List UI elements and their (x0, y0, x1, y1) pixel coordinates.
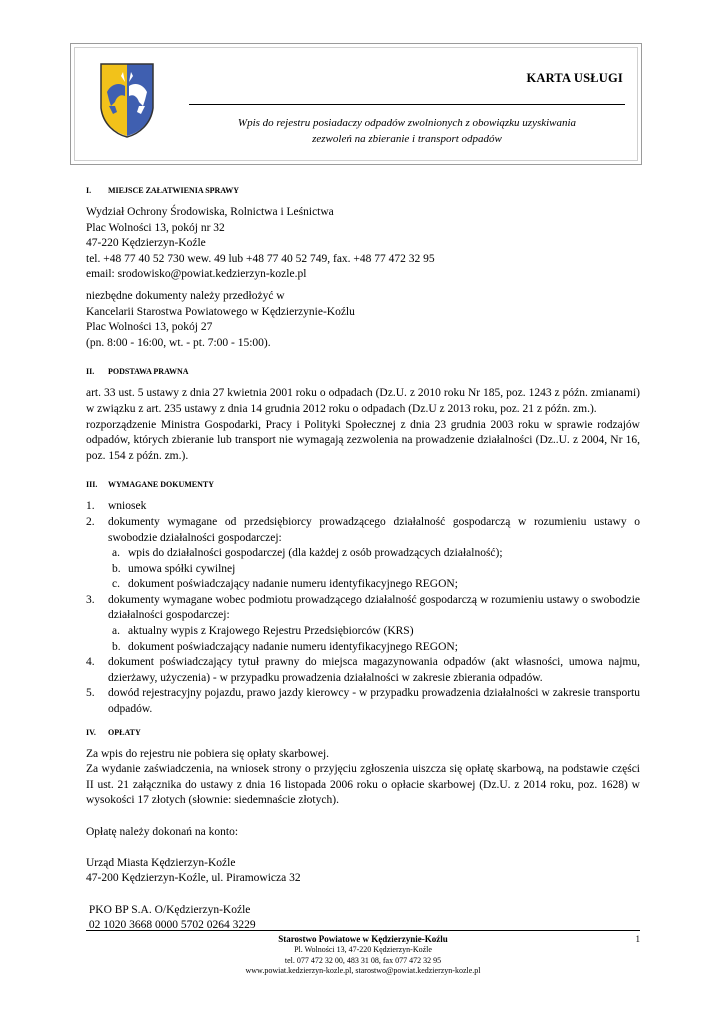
sub-list (108, 624, 640, 655)
document-content (86, 186, 640, 934)
section-title: OPŁATY (108, 727, 141, 737)
coat-of-arms-icon (99, 62, 155, 138)
list-text: dokument poświadczający tytuł prawny do miejsca magazynowania odpadów (akt własności, umowa najmu, dzierżawy, użyczenia) - w przypadku prowadzenia działalności w zakresie zbierania odpadów. (108, 656, 640, 684)
list-item (86, 686, 640, 717)
sub-list-text: wpis do działalności gospodarczej (dla każdej z osób prowadzących działalność); (128, 547, 503, 560)
footer-institution: Starostwo Powiatowe w Kędzierzynie-Koźlu (278, 934, 448, 944)
text-line: (pn. 8:00 - 16:00, wt. - pt. 7:00 - 15:00). (86, 336, 271, 349)
account-number: 02 1020 3668 0000 5702 0264 3229 (86, 919, 256, 932)
office-name: Urząd Miasta Kędzierzyn-Koźle (86, 856, 236, 869)
footer-address: Pl. Wolności 13, 47-220 Kędzierzyn-Koźle (294, 945, 432, 954)
paragraph: Za wydanie zaświadczenia, na wniosek strony o przyjęciu zgłoszenia uiszcza się opłatę skarbową, na podstawie części II ust. 21 załącznika do ustawy z dnia 16 listopada 2006 roku o opłacie skarbowej (Dz.U. z 2014 roku, poz. 1628) w wysokości 17 złotych (słownie: siedemnaście złotych). (86, 763, 640, 807)
submission-info (86, 289, 640, 351)
sub-list-item (108, 577, 640, 593)
office-address: 47-200 Kędzierzyn-Koźle, ul. Piramowicza 32 (86, 872, 301, 885)
sub-list-item (108, 562, 640, 578)
paragraph: rozporządzenie Ministra Gospodarki, Pracy i Polityki Społecznej z dnia 23 grudnia 2003 roku w sprawie rodzajów odpadów, których zbieranie lub transport nie wymagają zezwolenia na prowadzenie działalności (Dz..U. z 2004, Nr 16, poz. 154 z późn. zm.). (86, 418, 640, 462)
section-heading (86, 728, 640, 738)
account-intro: Opłatę należy dokonań na konto: (86, 825, 239, 838)
footer-web: www.powiat.kedzierzyn-kozle.pl, starostwo@powiat.kedzierzyn-kozle.pl (245, 966, 481, 975)
card-title: KARTA USŁUGI (526, 71, 623, 85)
legal-basis (86, 386, 640, 464)
section-number: IV. (86, 727, 96, 737)
text-line: tel. +48 77 40 52 730 wew. 49 lub +48 77 40 52 749, fax. +48 77 472 32 95 (86, 252, 435, 265)
office-contact (86, 205, 640, 283)
section-title: PODSTAWA PRAWNA (108, 367, 189, 377)
sub-list-text: umowa spółki cywilnej (128, 562, 236, 575)
section-heading (86, 367, 640, 377)
sub-list-text: dokument poświadczający nadanie numeru identyfikacyjnego REGON; (128, 640, 458, 653)
fees-info (86, 747, 640, 934)
list-number: 4. (86, 656, 95, 669)
bank-name: PKO BP S.A. O/Kędzierzyn-Koźle (86, 903, 251, 916)
text-line: 47-220 Kędzierzyn-Koźle (86, 237, 206, 250)
sub-list-text: dokument poświadczający nadanie numeru identyfikacyjnego REGON; (128, 578, 458, 591)
text-line: Plac Wolności 13, pokój 27 (86, 321, 213, 334)
list-text: dowód rejestracyjny pojazdu, prawo jazdy kierowcy - w przypadku prowadzenia działalności w zakresie transportu odpadów. (108, 687, 640, 716)
list-number: 5. (86, 687, 95, 700)
section-number: I. (86, 186, 92, 195)
section-number: II. (86, 367, 95, 377)
list-item (86, 515, 640, 593)
list-number: 1. (86, 500, 95, 513)
subtitle-line: Wpis do rejestru posiadaczy odpadów zwolnionych z obowiązku uzyskiwania (237, 117, 577, 129)
sub-list-letter: b. (112, 562, 121, 575)
section-title: WYMAGANE DOKUMENTY (108, 480, 214, 490)
sub-list-item (108, 624, 640, 640)
sub-list (108, 546, 640, 593)
list-item (86, 655, 640, 686)
sub-list-letter: c. (112, 578, 120, 591)
text-line: Kancelarii Starostwa Powiatowego w Kędzierzynie-Koźlu (86, 305, 355, 318)
subtitle-line: zezwoleń na zbieranie i transport odpadów (312, 133, 502, 145)
list-number: 3. (86, 593, 95, 606)
section-heading (86, 186, 640, 196)
text-line: Plac Wolności 13, pokój nr 32 (86, 221, 225, 234)
card-subtitle (189, 115, 625, 147)
title-divider (189, 104, 625, 105)
text-line: niezbędne dokumenty należy przedłożyć w (86, 289, 285, 302)
paragraph: art. 33 ust. 5 ustawy z dnia 27 kwietnia 2001 roku o odpadach (Dz.U. z 2010 roku Nr 185, poz. 1243 z późn. zmianami) w związku z art. 235 ustawy z dnia 14 grudnia 2012 roku o odpadach (Dz.U z 2013 roku, poz. 21 z późn. zm.). (86, 387, 640, 415)
footer (86, 934, 640, 977)
required-documents-list (86, 499, 640, 717)
sub-list-item (108, 546, 640, 562)
list-item (86, 593, 640, 655)
footer-phones: tel. 077 472 32 00, 483 31 08, fax 077 472 32 95 (284, 955, 442, 965)
list-text: dokumenty wymagane od przedsiębiorcy prowadzącego działalność gospodarczą w rozumieniu ustawy o swobodzie działalności gospodarczej: (108, 515, 640, 544)
list-text: dokumenty wymagane wobec podmiotu prowadzącego działalność gospodarczą w rozumieniu ustawy o swobodzie działalności gospodarczej: (108, 593, 640, 622)
section-number: III. (86, 480, 98, 490)
list-number: 2. (86, 515, 95, 528)
section-heading (86, 480, 640, 490)
text-line: Wydział Ochrony Środowiska, Rolnictwa i Leśnictwa (86, 206, 334, 218)
sub-list-letter: b. (112, 640, 121, 653)
section-title: MIEJSCE ZAŁATWIENIA SPRAWY (108, 186, 239, 195)
sub-list-text: aktualny wypis z Krajowego Rejestru Przedsiębiorców (KRS) (128, 625, 414, 638)
email-text: email: srodowisko@powiat.kedzierzyn-kozle.pl (86, 268, 307, 281)
list-item (86, 499, 640, 515)
sub-list-letter: a. (112, 625, 120, 638)
list-text: wniosek (108, 500, 147, 513)
header-box (70, 43, 642, 165)
footer-divider (86, 930, 640, 931)
paragraph: Za wpis do rejestru nie pobiera się opłaty skarbowej. (86, 747, 330, 760)
page-number: 1 (635, 934, 640, 944)
sub-list-letter: a. (112, 547, 120, 560)
sub-list-item (108, 640, 640, 656)
